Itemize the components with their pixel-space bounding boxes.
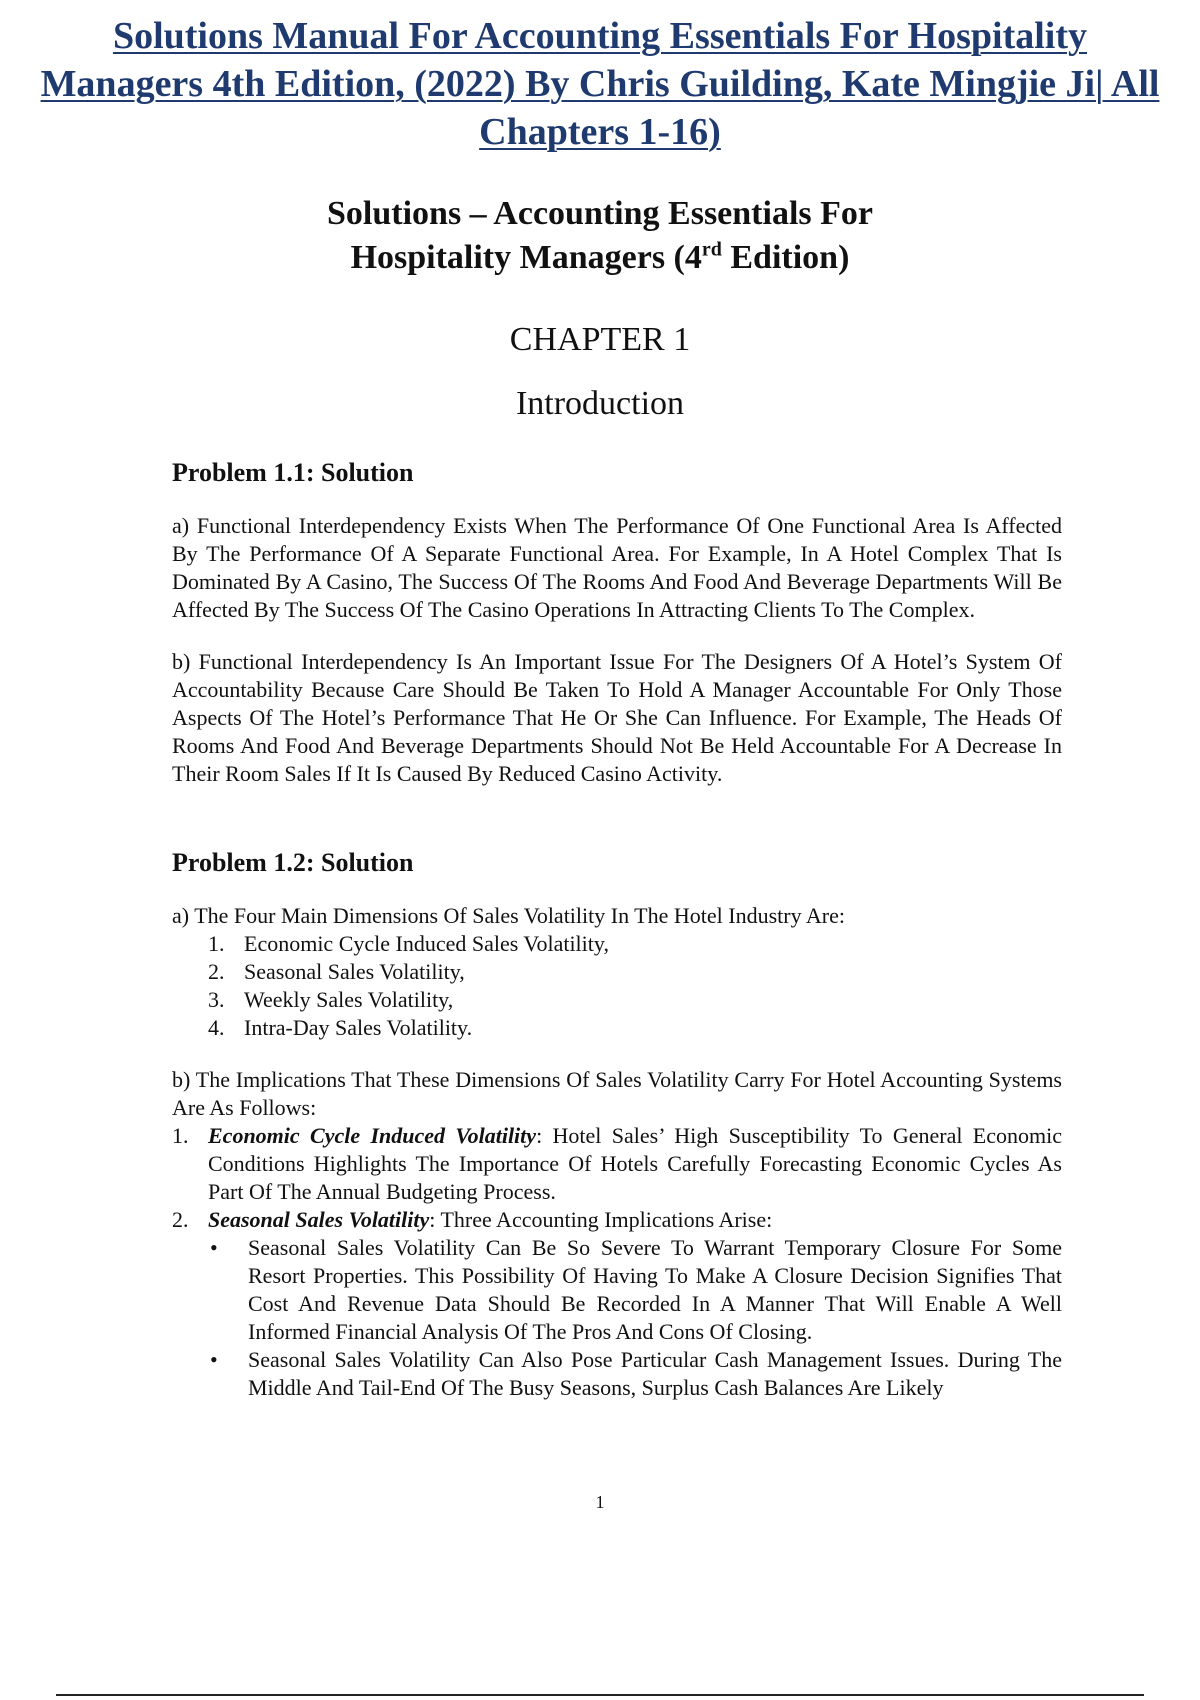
list-number: 2. bbox=[172, 1207, 189, 1232]
list-text: Weekly Sales Volatility, bbox=[244, 987, 454, 1012]
list-item bbox=[172, 958, 1062, 986]
bullet-icon: • bbox=[210, 1235, 218, 1260]
list-item bbox=[172, 986, 1062, 1014]
problem-1-1-para-b: b) Functional Interdependency Is An Important Issue For The Designers Of A Hotel’s System Of Accountability Because Care Should Be Taken To Hold A Manager Accountable For Only Those Aspects Of The Hotel’s Performance That He Or She Can Influence. For Example, The Heads Of Rooms And Food And Beverage Departments Should Not Be Held Accountable For A Decrease In Their Room Sales If It Is Caused By Reduced Casino Activity. bbox=[172, 649, 1062, 786]
dimensions-list bbox=[172, 930, 1062, 1042]
title-line-2-prefix: Hospitality Managers (4 bbox=[350, 239, 702, 276]
title-line-2 bbox=[200, 236, 1000, 280]
list-number: 3. bbox=[208, 987, 225, 1012]
document-body bbox=[172, 456, 1062, 1402]
page-number: 1 bbox=[595, 1492, 605, 1512]
document-source-link[interactable]: Solutions Manual For Accounting Essentials For Hospitality Managers 4th Edition, (2022) By Chris Guilding, Kate Mingjie Ji| All Chapters 1-16) bbox=[40, 15, 1160, 153]
bullet-text: Seasonal Sales Volatility Can Be So Severe To Warrant Temporary Closure For Some Resort Properties. This Possibility Of Having To Make A Closure Decision Signifies That Cost And Revenue Data Should Be Recorded In A Manner That Will Enable A Well Informed Financial Analysis Of The Pros And Cons Of Closing. bbox=[248, 1235, 1062, 1344]
list-item bbox=[172, 1122, 1062, 1206]
list-item bbox=[172, 1206, 1062, 1234]
bullet-icon: • bbox=[210, 1347, 218, 1372]
implication-text: : Hotel Sales’ High Susceptibility To General Economic Conditions Highlights The Importance Of Hotels Carefully Forecasting Economic Cycles As Part Of The Annual Budgeting Process. bbox=[208, 1123, 1062, 1204]
list-item bbox=[172, 1014, 1062, 1042]
seasonal-implications-list bbox=[172, 1234, 1062, 1402]
chapter-label: CHAPTER 1 bbox=[509, 321, 691, 358]
chapter-name: Introduction bbox=[515, 385, 685, 422]
problem-1-2-heading: Problem 1.2: Solution bbox=[172, 848, 414, 877]
problem-1-2-intro-b: b) The Implications That These Dimensions Of Sales Volatility Carry For Hotel Accounting Systems Are As Follows: bbox=[172, 1067, 1062, 1120]
list-item bbox=[172, 930, 1062, 958]
title-superscript: rd bbox=[701, 238, 722, 261]
problem-1-1-para-a: a) Functional Interdependency Exists When The Performance Of One Functional Area Is Affected By The Performance Of A Separate Functional Area. For Example, In A Hotel Complex That Is Dominated By A Casino, The Success Of The Rooms And Food And Beverage Departments Will Be Affected By The Success Of The Casino Operations In Attracting Clients To The Complex. bbox=[172, 513, 1062, 622]
problem-1-2-intro-a: a) The Four Main Dimensions Of Sales Volatility In The Hotel Industry Are: bbox=[172, 903, 845, 928]
list-number: 1. bbox=[208, 931, 225, 956]
list-text: Intra-Day Sales Volatility. bbox=[244, 1015, 473, 1040]
implication-term: Economic Cycle Induced Volatility bbox=[208, 1123, 537, 1148]
implications-list bbox=[172, 1122, 1062, 1234]
implication-term: Seasonal Sales Volatility bbox=[208, 1207, 430, 1232]
title-line-2-suffix: Edition) bbox=[721, 239, 850, 276]
page-bottom-divider bbox=[56, 1694, 1144, 1696]
document-title bbox=[200, 192, 1000, 280]
list-number: 1. bbox=[172, 1123, 189, 1148]
list-number: 4. bbox=[208, 1015, 225, 1040]
list-number: 2. bbox=[208, 959, 225, 984]
title-line-1: Solutions – Accounting Essentials For bbox=[327, 195, 873, 232]
list-text: Economic Cycle Induced Sales Volatility, bbox=[244, 931, 609, 956]
list-item bbox=[172, 1234, 1062, 1346]
implication-text: : Three Accounting Implications Arise: bbox=[429, 1207, 773, 1232]
list-item bbox=[172, 1346, 1062, 1402]
problem-1-1-heading: Problem 1.1: Solution bbox=[172, 458, 414, 487]
bullet-text: Seasonal Sales Volatility Can Also Pose Particular Cash Management Issues. During The Middle And Tail-End Of The Busy Seasons, Surplus Cash Balances Are Likely bbox=[248, 1347, 1062, 1400]
list-text: Seasonal Sales Volatility, bbox=[244, 959, 465, 984]
